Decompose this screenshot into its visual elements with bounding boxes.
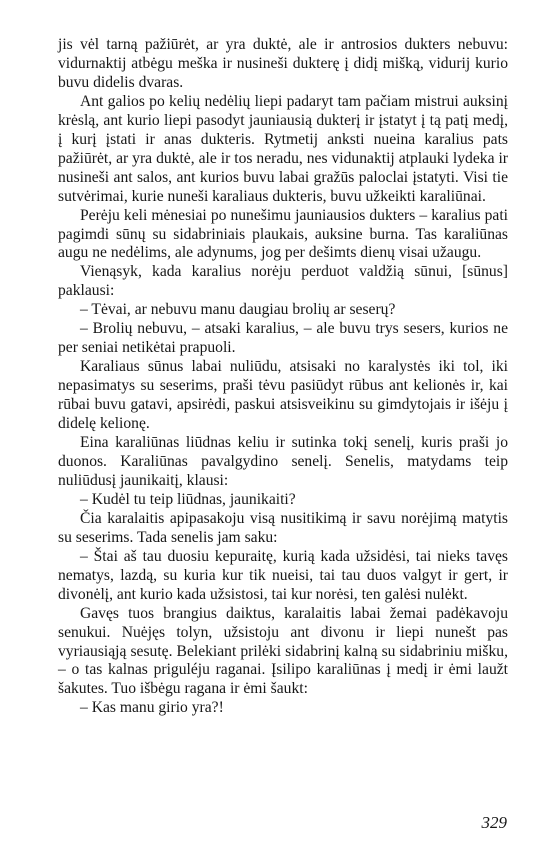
- dialogue-line: – Kas manu girio yra?!: [80, 699, 224, 717]
- dialogue-line: – Štai aš tau duosiu kepuraitę, kurią kada užsidėsi, tai nieks tavęs nematys, lazdą, su kuria kur tik nueisi, tai tau duos valgyt ir gert, ir divonėlį, ant kurio kada užsistosi, tai kur norėsi, ten galėsi nulėkt.: [58, 547, 508, 603]
- paragraph: Karaliaus sūnus labai nuliūdu, atsisaki no karalystės iki tol, iki nepasimatys su seserims, praši tėvu pasiūdyt rūbus ant kelionės ir, kai rūbai buvu gatavi, apsirėdi, paskui atsisveikinu su gimdytojais ir išėju į didelę kelionę.: [58, 358, 508, 433]
- paragraph: Ant galios po kelių nedėlių liepi padaryt tam pačiam mistrui auksinį krėslą, ant kurio liepi pasodyt jauniausią dukterį ir įstatyt į tą patį medį, į kurį įstati ir anas dukteris. Rytmetij anksti nueina karalius pats pažiūrėt, ar yra duktė, ale ir tos neradu, nes vidunaktij atplauki lydeka ir nusineši ant salos, ant kurios buvu labai gražūs paloclai įstatyti. Visi tie sutvėrimai, kurie nuneši karaliaus dukteris, buvu užkeikti karaliūnai.: [58, 92, 508, 205]
- page-number: 329: [481, 813, 507, 832]
- paragraph: jis vėl tarną pažiūrėt, ar yra duktė, ale ir antrosios dukters nebuvu: vidurnaktij atbėgu meška ir nusineši dukterę į didį mišką, vidurij kurio buvu didelis dvaras.: [58, 36, 508, 91]
- dialogue-line: – Kudėl tu teip liūdnas, jaunikaiti?: [80, 490, 296, 508]
- paragraph: Gavęs tuos brangius daiktus, karalaitis labai žemai padėkavoju senukui. Nuėjęs tolyn, užsistoju ant divonu ir liepi nunešt pas vyriausiąją sesutę. Belekiant prilėki sidabrinį kalną su sidabriniu mišku, – o tas kalnas priguléju raganai. Įsilipo karaliūnas į medį ir ėmi laužt šakutes. Tuo išbėgu ragana ir ėmi šaukt:: [58, 604, 508, 698]
- body-text: [58, 36, 508, 718]
- paragraph: Eina karaliūnas liūdnas keliu ir sutinka tokį senelį, kuris praši jo duonos. Karaliūnas pavalgydino senelį. Senelis, matydams teip nuliūdusį jaunikaitį, klausi:: [58, 434, 508, 489]
- paragraph: Vienąsyk, kada karalius norėju perduot valdžią sūnui, [sūnus] paklausi:: [58, 263, 508, 300]
- paragraph: Perėju keli mėnesiai po nunešimu jauniausios dukters – karalius pati pagimdi sūnų su sidabriniais plaukais, auksine burna. Tas karaliūnas augu ne nedėlims, ale adynums, jog per dešimts dienų visai užaugu.: [58, 206, 508, 262]
- dialogue-line: – Brolių nebuvu, – atsaki karalius, – ale buvu trys sesers, kurios ne per seniai netikėtai prapuoli.: [58, 320, 508, 357]
- paragraph: Čia karalaitis apipasakoju visą nusitikimą ir savu norėjimą matytis su seserims. Tada senelis jam saku:: [58, 509, 508, 546]
- dialogue-line: – Tėvai, ar nebuvu manu daugiau brolių ar seserų?: [80, 301, 396, 319]
